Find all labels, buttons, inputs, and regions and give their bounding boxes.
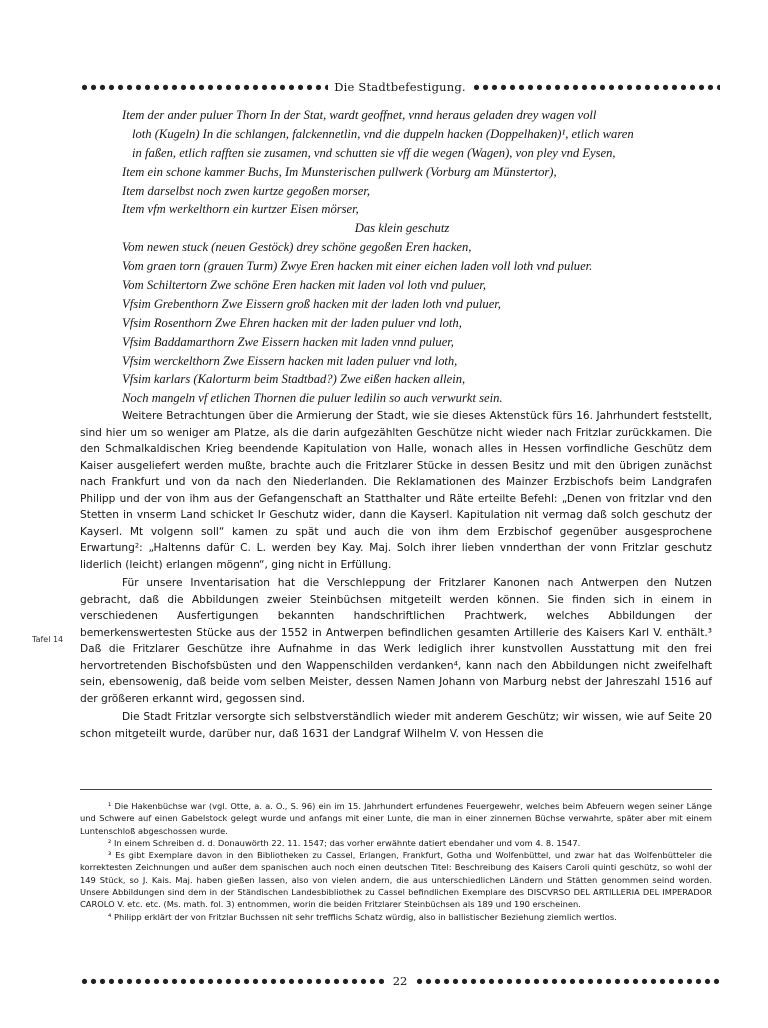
footnote: ² In einem Schreiben d. d. Donauwörth 22. 11. 1547; das vorher erwähnte datiert ebendaher und vom 4. 8. 1547.: [108, 837, 581, 848]
header-ornament-right: [472, 83, 720, 91]
inventory-subheading: Das klein geschutz: [354, 221, 450, 236]
inventory-line: Vfsim werckelthorn Zwe Eissern hacken mit laden puluer vnd loth,: [122, 353, 458, 368]
inventory-line: Noch mangeln vf etlichen Thornen die puluer ledilin so auch verwurkt sein.: [122, 391, 503, 406]
inventory-line: Vfsim Rosenthorn Zwe Ehren hacken mit der laden puluer vnd loth,: [122, 315, 462, 330]
page-footer: [80, 972, 720, 990]
running-title: Die Stadtbefestigung.: [334, 80, 466, 94]
footnote-divider: [80, 789, 712, 790]
paragraph: Die Stadt Fritzlar versorgte sich selbstverständlich wieder mit anderem Geschütz; wir wissen, wie auf Seite 20 schon mitgeteilt wurde, darüber nur, daß 1631 der Landgraf Wilhelm V. von Hessen die: [80, 711, 712, 740]
footnote: ⁴ Philipp erklärt der von Fritzlar Buchssen nit sehr trefflichs Schatz würdig, also in ballistischer Beziehung ziemlich wertlos.: [108, 911, 617, 922]
footnotes: [80, 800, 712, 923]
inventory-line: Vom Schiltertorn Zwe schöne Eren hacken mit laden vol loth vnd puluer,: [122, 278, 486, 293]
inventory-line: in faßen, etlich rafften sie zusamen, vnd schutten sie vff die wegen (Wagen), von pley vnd Eysen,: [132, 145, 616, 160]
header-ornament-left: [80, 83, 328, 91]
paragraph: Weitere Betrachtungen über die Armierung der Stadt, wie sie dieses Aktenstück fürs 16. Jahrhundert feststellt, sind hier um so weniger am Platze, als die darin aufgezählten Geschütze nicht wieder nach Fritzlar zurückkamen. Die den Schmalkaldischen Krieg beendende Kapitulation von Halle, wonach alles in Hessen vorfindliche Geschütz dem Kaiser ausgeliefert werden mußte, brachte auch die Fritzlarer Stücke in dessen Besitz und mit den übrigen zunächst nach Frankfurt und von da nach den Niederlanden. Die Reklamationen des Mainzer Erzbischofs beim Landgrafen Philipp und der von ihm aus der Gefangenschaft an Statthalter und Räte erteilte Befehl: „Denen von fritzlar vnd den Stetten in vnserm Land schicket Ir Geschutz wider, dann die Kayserl. Kapitulation nit vermag daß solch geschutz der Kayserl. Mt volgenn soll“ kamen zu spät und auch die von ihm dem Erzbischof gegenüber ausgesprochene Erwartung²: „Haltenns dafür C. L. werden bey Kay. Maj. Solch ihrer lieben vnnderthan der vonn Fritzlar geschutz liderlich (leicht) erlangen mögenn“, ging nicht in Erfüllung.: [80, 410, 712, 571]
inventory-line: Item ein schone kammer Buchs, Im Munsterischen pullwerk (Vorburg am Münstertor),: [122, 164, 557, 179]
inventory-line: Item der ander puluer Thorn In der Stat, wardt geoffnet, vnnd heraus geladen drey wagen voll: [122, 108, 597, 122]
footnote: ³ Es gibt Exemplare davon in den Bibliotheken zu Cassel, Erlangen, Frankfurt, Gotha und Wolfenbüttel, und zwar hat das Wolfenbütteler die korrektesten Zeichnungen und außer dem spanischen auch noch einen deutschen Titel: Beschreibung des Kaisers Caroli quinti geschütz, so wohl der 149 Stück, so J. Kais. Maj. haben gießen lassen, also von vielen andern, die aus unterschiedlichen Ländern und Stätten genommen seind worden. Unsere Abbildungen sind dem in der Ständischen Landesbibliothek zu Cassel befindlichen Exemplare des DISCVRSO DEL ARTILLERIA DEL IMPERADOR CAROLO V. etc. etc. (Ms. math. fol. 3) entnommen, worin die beiden Fritzlarer Steinbüchsen als 189 und 190 erscheinen.: [80, 850, 712, 910]
footer-ornament-right: [415, 977, 720, 985]
inventory-line: loth (Kugeln) In die schlangen, falckennetlin, vnd die duppeln hacken (Doppelhaken)¹, etlich waren: [132, 126, 634, 141]
running-header: [80, 78, 720, 96]
body-text: [80, 408, 712, 742]
inventory-line: Vom newen stuck (neuen Gestöck) drey schöne gegoßen Eren hacken,: [122, 240, 472, 255]
inventory-line: Vfsim karlars (Kalorturm beim Stadtbad?) Zwe eißen hacken allein,: [122, 372, 466, 387]
margin-note: Tafel 14: [32, 635, 64, 644]
footer-ornament-left: [80, 977, 385, 985]
paragraph: Für unsere Inventarisation hat die Verschleppung der Fritzlarer Kanonen nach Antwerpen den Nutzen gebracht, daß die Abbildungen zweier Steinbüchsen mitgeteilt werden können. Sie finden sich in einem in verschiedenen Ausfertigungen bekannten handschriftlichen Prachtwerk, welches Abbildungen der bemerkenswertesten Stücke aus der 1552 in Antwerpen befindlichen gesamten Artillerie des Kaisers Karl V. enthält.³ Daß die Fritzlarer Geschütze ihre Aufnahme in das Werk lediglich ihrer kunstvollen Ausstattung mit den frei hervortretenden Bischofsbüsten und den Wappenschilden verdanken⁴, kann nach den Abbildungen nicht zweifelhaft sein, ebensowenig, daß beide vom selben Meister, dessen Namen Johann von Marburg nebst der Jahreszahl 1516 auf der größeren erkannt wird, gegossen sind.: [80, 577, 712, 705]
footnote: ¹ Die Hakenbüchse war (vgl. Otte, a. a. O., S. 96) ein im 15. Jahrhundert erfundenes Feuergewehr, welches beim Abfeuern wegen seiner Länge und Schwere auf einen Gabelstock gelegt wurde und anfangs mit einer Lunte, die man in einer zinnernen Büchse verwahrte, später aber mit einem Luntenschloß abgeschossen wurde.: [80, 801, 712, 836]
inventory-line: Vfsim Baddamarthorn Zwe Eissern hacken mit laden vnnd puluer,: [122, 334, 454, 349]
inventory-quote: [122, 106, 722, 408]
page-number: 22: [392, 974, 408, 988]
inventory-line: Item darselbst noch zwen kurtze gegoßen morser,: [122, 183, 370, 198]
inventory-line: Item vfm werkelthorn ein kurtzer Eisen mörser,: [122, 202, 359, 217]
inventory-line: Vfsim Grebenthorn Zwe Eissern groß hacken mit der laden loth vnd puluer,: [122, 296, 501, 311]
inventory-line: Vom graen torn (grauen Turm) Zwye Eren hacken mit einer eichen laden voll loth vnd puluer.: [122, 259, 593, 274]
